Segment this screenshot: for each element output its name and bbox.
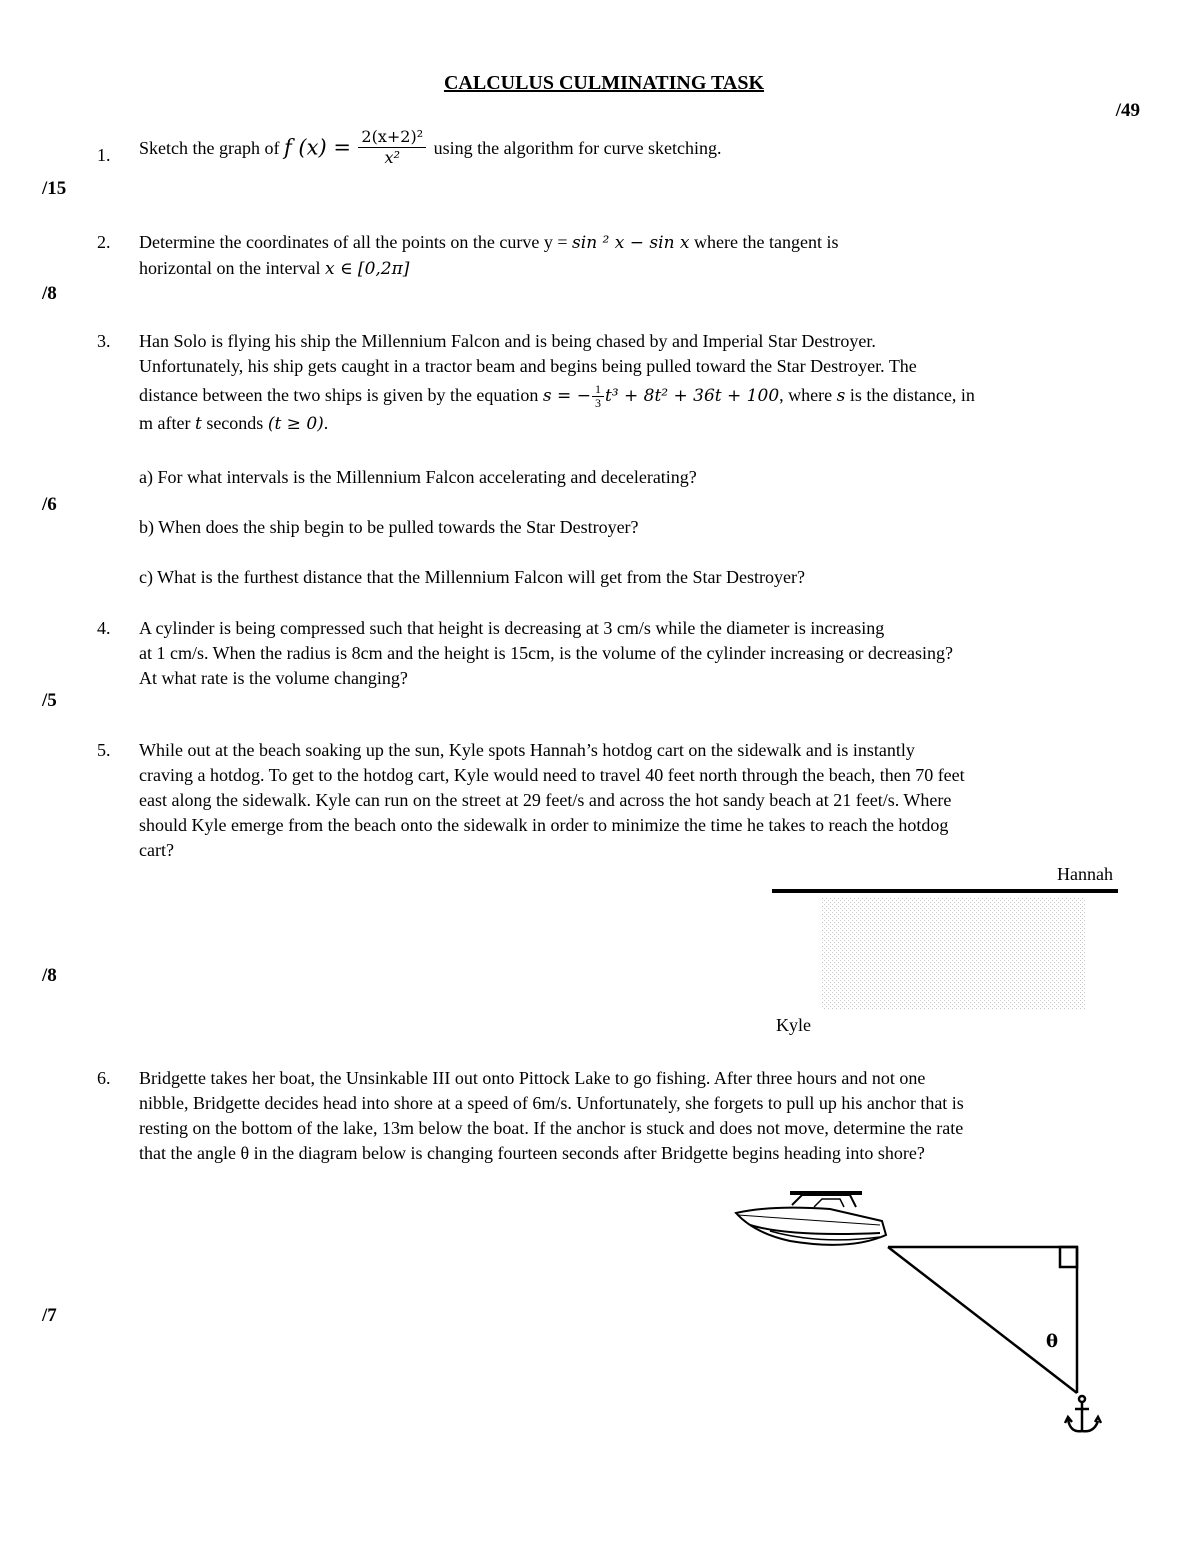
q3-text-f: .: [323, 413, 329, 433]
total-score: /49: [1115, 100, 1140, 121]
question-5-score: /8: [42, 965, 57, 986]
question-6-text: [139, 1066, 1139, 1166]
question-5-text: [139, 738, 1139, 863]
question-number: 4.: [97, 618, 111, 638]
q5-line-3: east along the sidewalk. Kyle can run on the street at 29 feet/s and across the hot sandy beach at 21 feet/s. Where: [139, 790, 952, 810]
q3-text-b: , where: [779, 385, 837, 405]
q2-text-a: Determine the coordinates of all the points on the curve y =: [139, 232, 573, 252]
question-2-text: [139, 230, 1139, 282]
question-number: 3.: [97, 331, 111, 351]
q2-text-b: where the tangent is: [689, 232, 839, 252]
question-1-score: /15: [42, 178, 67, 199]
q1-denominator: x²: [384, 148, 400, 167]
q3-text-d: m after: [139, 413, 195, 433]
beach-diagram: [770, 886, 1122, 1011]
boat-icon: [736, 1193, 886, 1245]
q1-prefix: Sketch the graph of: [139, 137, 280, 158]
q3-frac-num: 1: [592, 383, 604, 397]
q3-fraction: [592, 383, 604, 410]
q6-line-1: Bridgette takes her boat, the Unsinkable III out onto Pittock Lake to go fishing. After three hours and not one: [139, 1068, 926, 1088]
q3-part-b: b) When does the ship begin to be pulled towards the Star Destroyer?: [139, 517, 639, 537]
q3-text-a: distance between the two ships is given by the equation: [139, 385, 543, 405]
q3-line-3: [139, 379, 1139, 411]
question-6-score: /7: [42, 1305, 57, 1326]
q4-line-3: At what rate is the volume changing?: [139, 668, 408, 688]
q2-line-2: [139, 256, 1139, 282]
q1-suffix: using the algorithm for curve sketching.: [433, 137, 722, 158]
boat-anchor-diagram: [730, 1185, 1130, 1445]
right-angle-marker: [1060, 1247, 1077, 1267]
q3-eq-lhs: s = −: [542, 386, 591, 406]
q3-part-a: a) For what intervals is the Millennium Falcon accelerating and decelerating?: [139, 467, 697, 487]
q2-equation: sin ² x − sin x: [572, 233, 690, 253]
hannah-label: Hannah: [1057, 864, 1113, 884]
beach-area: [822, 898, 1086, 1010]
q3-line-2: Unfortunately, his ship gets caught in a tractor beam and begins being pulled toward the Star Destroyer. The: [139, 356, 917, 376]
q3-domain: (t ≥ 0): [267, 414, 324, 434]
q3-eq-rhs: t³ + 8t² + 36t + 100: [604, 386, 780, 406]
q5-line-1: While out at the beach soaking up the sun, Kyle spots Hannah’s hotdog cart on the sidewalk and is instantly: [139, 740, 915, 760]
q1-fraction: [358, 127, 426, 168]
question-number: 2.: [97, 232, 111, 252]
anchor-icon: [1065, 1396, 1101, 1431]
q3-frac-den: 3: [594, 396, 601, 411]
q6-line-2: nibble, Bridgette decides head into shore at a speed of 6m/s. Unfortunately, she forgets to pull up his anchor that is: [139, 1093, 964, 1113]
q3-line-4: [139, 411, 1139, 437]
q6-line-4: that the angle θ in the diagram below is changing fourteen seconds after Bridgette begins heading into shore?: [139, 1143, 925, 1163]
q2-interval-label: horizontal on the interval: [139, 258, 325, 278]
q3-text-c: is the distance, in: [845, 385, 975, 405]
q4-line-2: at 1 cm/s. When the radius is 8cm and the height is 15cm, is the volume of the cylinder increasing or decreasing?: [139, 643, 953, 663]
q3-part-c: c) What is the furthest distance that the Millennium Falcon will get from the Star Destroyer?: [139, 567, 805, 587]
question-number: 1.: [97, 145, 111, 165]
q2-interval: x ∈ [0,2π]: [324, 259, 410, 279]
q3-var-s: s: [836, 386, 846, 406]
q1-function: f (x) =: [283, 135, 351, 160]
question-number: 5.: [97, 740, 111, 760]
page-title: CALCULUS CULMINATING TASK: [443, 72, 765, 94]
kyle-label: Kyle: [776, 1015, 811, 1035]
theta-label: θ: [1046, 1331, 1059, 1352]
question-1-text: [139, 127, 1139, 168]
q3-line-1: Han Solo is flying his ship the Millennium Falcon and is being chased by and Imperial Star Destroyer.: [139, 331, 876, 351]
question-4-text: [139, 616, 1139, 691]
q6-line-3: resting on the bottom of the lake, 13m below the boat. If the anchor is stuck and does not move, determine the rate: [139, 1118, 964, 1138]
question-number: 6.: [97, 1068, 111, 1088]
q3-var-t: t: [194, 414, 202, 434]
q4-line-1: A cylinder is being compressed such that height is decreasing at 3 cm/s while the diameter is increasing: [139, 618, 885, 638]
q1-numerator: 2(x+2)²: [358, 127, 426, 148]
q5-line-2: craving a hotdog. To get to the hotdog cart, Kyle would need to travel 40 feet north through the beach, then 70 feet: [139, 765, 965, 785]
anchor-rope-line: [888, 1247, 1077, 1393]
question-3-score: /6: [42, 494, 57, 515]
question-4-score: /5: [42, 690, 57, 711]
question-3-text: [139, 329, 1139, 437]
q5-line-4: should Kyle emerge from the beach onto the sidewalk in order to minimize the time he takes to reach the hotdog: [139, 815, 949, 835]
q2-line-1: [139, 230, 1139, 256]
q5-line-5: cart?: [139, 840, 174, 860]
question-2-score: /8: [42, 283, 57, 304]
q3-text-e: seconds: [201, 413, 268, 433]
